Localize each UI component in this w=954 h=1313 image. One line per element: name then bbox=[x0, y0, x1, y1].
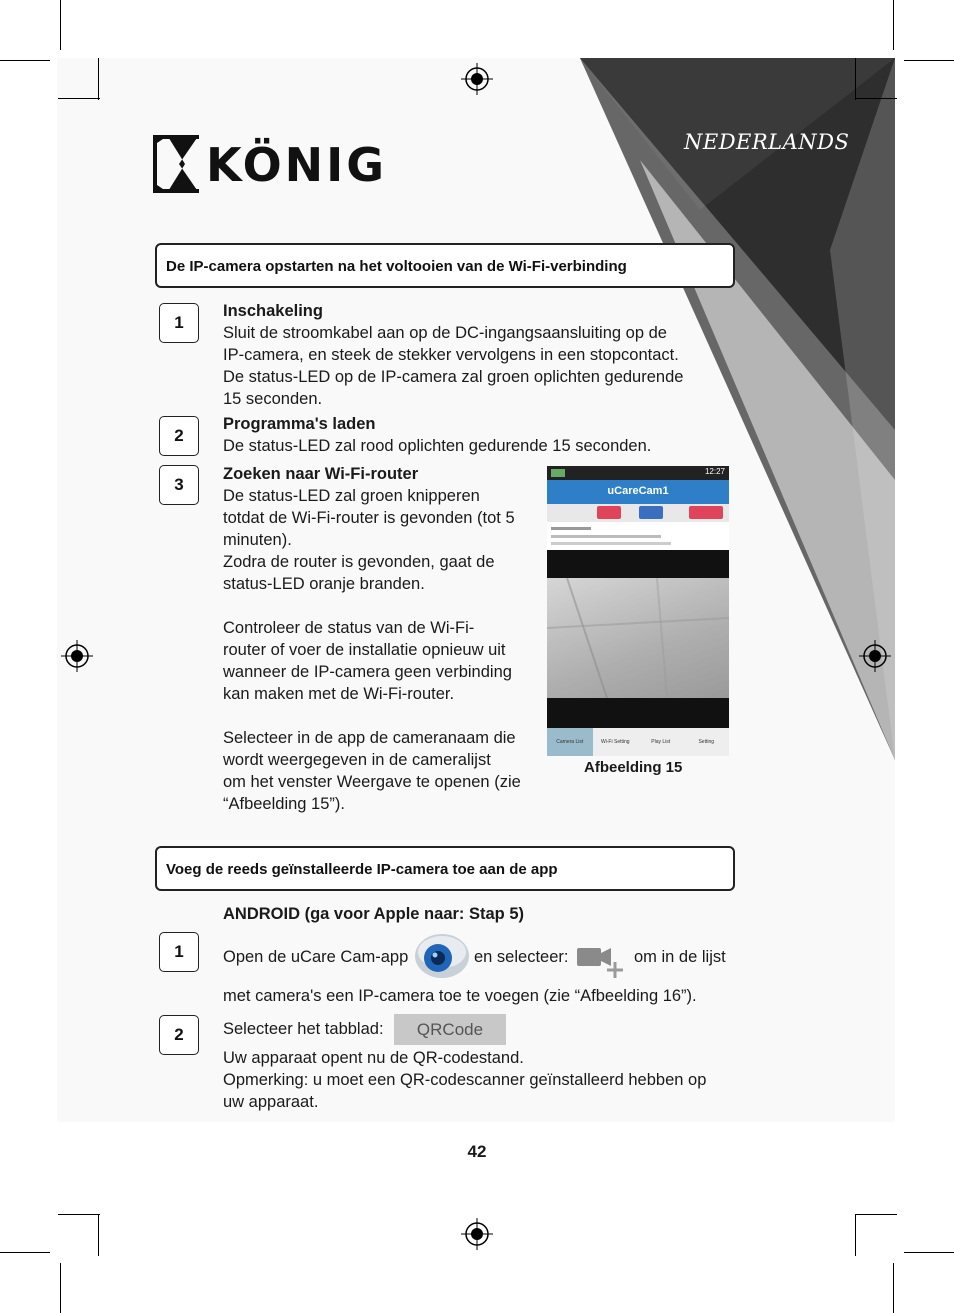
toolbar-strip bbox=[547, 504, 729, 522]
step-text bbox=[223, 1047, 706, 1113]
tab-wifi-setting[interactable]: Wi-Fi Setting bbox=[600, 739, 630, 745]
step-text: om in de lijst bbox=[634, 948, 726, 966]
crop-mark bbox=[0, 1252, 50, 1253]
crop-mark bbox=[893, 0, 894, 50]
app-title-bar bbox=[547, 480, 729, 504]
text-line: router of voer de installatie opnieuw uit bbox=[223, 641, 506, 659]
ucare-cam-app-icon bbox=[412, 930, 470, 982]
registration-mark-icon bbox=[61, 640, 93, 672]
video-black-top bbox=[547, 550, 729, 578]
text-line: status-LED oranje branden. bbox=[223, 575, 425, 593]
step-text: en selecteer: bbox=[474, 948, 569, 966]
text-line: wanneer de IP-camera geen verbinding bbox=[223, 663, 512, 681]
crop-mark bbox=[98, 58, 99, 100]
registration-mark-icon bbox=[859, 640, 891, 672]
text-line bbox=[223, 595, 521, 617]
platform-heading: ANDROID (ga voor Apple naar: Stap 5) bbox=[223, 905, 525, 923]
step-text: Selecteer het tabblad: bbox=[223, 1020, 384, 1038]
text-line bbox=[223, 705, 521, 727]
record-button-icon bbox=[597, 506, 621, 519]
text-line: minuten). bbox=[223, 531, 292, 549]
app-screenshot bbox=[547, 466, 729, 756]
registration-mark-icon bbox=[461, 63, 493, 95]
add-camera-icon bbox=[577, 944, 627, 980]
step-text: met camera's een IP-camera toe te voegen (zie “Afbeelding 16”). bbox=[223, 987, 697, 1005]
text-line: 15 seconden. bbox=[223, 390, 323, 408]
status-icons bbox=[551, 469, 565, 477]
text-line: totdat de Wi-Fi-router is gevonden (tot 5 bbox=[223, 509, 515, 527]
crop-mark bbox=[855, 1214, 897, 1215]
crop-mark bbox=[98, 1214, 99, 1256]
text-line: om het venster Weergave te openen (zie bbox=[223, 773, 521, 791]
text-line: De status-LED zal groen knipperen bbox=[223, 487, 480, 505]
video-frame-lines bbox=[547, 578, 729, 698]
step-heading: Zoeken naar Wi-Fi-router bbox=[223, 465, 419, 483]
text-line: Sluit de stroomkabel aan op de DC-ingangsaansluiting op de bbox=[223, 324, 667, 342]
step-number: 1 bbox=[159, 303, 199, 343]
step-number: 2 bbox=[159, 416, 199, 456]
section-header-add-camera bbox=[155, 846, 735, 891]
text-line: Controleer de status van de Wi-Fi- bbox=[223, 619, 475, 637]
text-line: Uw apparaat opent nu de QR-codestand. bbox=[223, 1049, 524, 1067]
crop-mark bbox=[855, 98, 897, 99]
tab-camera-list[interactable]: Camera List bbox=[547, 728, 593, 756]
crop-mark bbox=[904, 60, 954, 61]
crop-mark bbox=[855, 1214, 856, 1256]
crop-mark bbox=[893, 1263, 894, 1313]
section-header-startup bbox=[155, 243, 735, 288]
tab-setting[interactable]: Setting bbox=[698, 739, 715, 745]
status-bar bbox=[547, 466, 729, 480]
crop-mark bbox=[60, 0, 61, 50]
text-line: wordt weergegeven in de cameralijst bbox=[223, 751, 491, 769]
crop-mark bbox=[904, 1252, 954, 1253]
step-text bbox=[223, 463, 521, 815]
step-heading: Programma's laden bbox=[223, 415, 376, 433]
qrcode-tab-button[interactable]: QRCode bbox=[394, 1014, 506, 1045]
tab-play-list[interactable]: Play List bbox=[651, 739, 671, 745]
language-label: NEDERLANDS bbox=[684, 130, 850, 154]
info-line bbox=[551, 527, 591, 530]
info-panel bbox=[547, 522, 729, 550]
section-title: Voeg de reeds geïnstalleerde IP-camera toe aan de app bbox=[166, 861, 558, 878]
crop-mark bbox=[58, 1214, 100, 1215]
bottom-tab-bar bbox=[547, 728, 729, 756]
step-heading: Inschakeling bbox=[223, 302, 323, 320]
crop-mark bbox=[855, 58, 856, 100]
text-line: De status-LED zal rood oplichten gedurende 15 seconden. bbox=[223, 437, 652, 455]
status-time: 12:27 bbox=[704, 467, 725, 476]
app-title: uCareCam1 bbox=[607, 485, 669, 497]
video-black-bottom bbox=[547, 698, 729, 728]
brand-name: KÖNIG bbox=[206, 138, 388, 192]
text-line: “Afbeelding 15”). bbox=[223, 795, 345, 813]
crop-mark bbox=[60, 1263, 61, 1313]
text-line: uw apparaat. bbox=[223, 1093, 319, 1111]
step-number: 2 bbox=[159, 1015, 199, 1055]
info-line bbox=[551, 535, 661, 538]
step-text bbox=[223, 413, 651, 457]
section-title: De IP-camera opstarten na het voltooien van de Wi-Fi-verbinding bbox=[166, 258, 627, 275]
text-line: IP-camera, en steek de stekker vervolgens in een stopcontact. bbox=[223, 346, 679, 364]
step-number: 1 bbox=[159, 932, 199, 972]
registration-mark-icon bbox=[461, 1218, 493, 1250]
power-button-icon bbox=[689, 506, 723, 519]
konig-logo-icon bbox=[153, 135, 201, 193]
step-text: Open de uCare Cam-app bbox=[223, 948, 409, 966]
text-line: Selecteer in de app de cameranaam die bbox=[223, 729, 516, 747]
info-line bbox=[551, 542, 671, 545]
crop-mark bbox=[58, 98, 100, 99]
text-line: Zodra de router is gevonden, gaat de bbox=[223, 553, 495, 571]
page-number: 42 bbox=[467, 1142, 487, 1161]
mute-button-icon bbox=[639, 506, 663, 519]
step-text bbox=[223, 300, 683, 410]
text-line: kan maken met de Wi-Fi-router. bbox=[223, 685, 455, 703]
figure-caption: Afbeelding 15 bbox=[584, 759, 683, 776]
camera-video-feed bbox=[547, 578, 729, 698]
crop-mark bbox=[0, 60, 50, 61]
text-line: Opmerking: u moet een QR-codescanner geïnstalleerd hebben op bbox=[223, 1071, 707, 1089]
text-line: De status-LED op de IP-camera zal groen oplichten gedurende bbox=[223, 368, 684, 386]
step-number: 3 bbox=[159, 465, 199, 505]
